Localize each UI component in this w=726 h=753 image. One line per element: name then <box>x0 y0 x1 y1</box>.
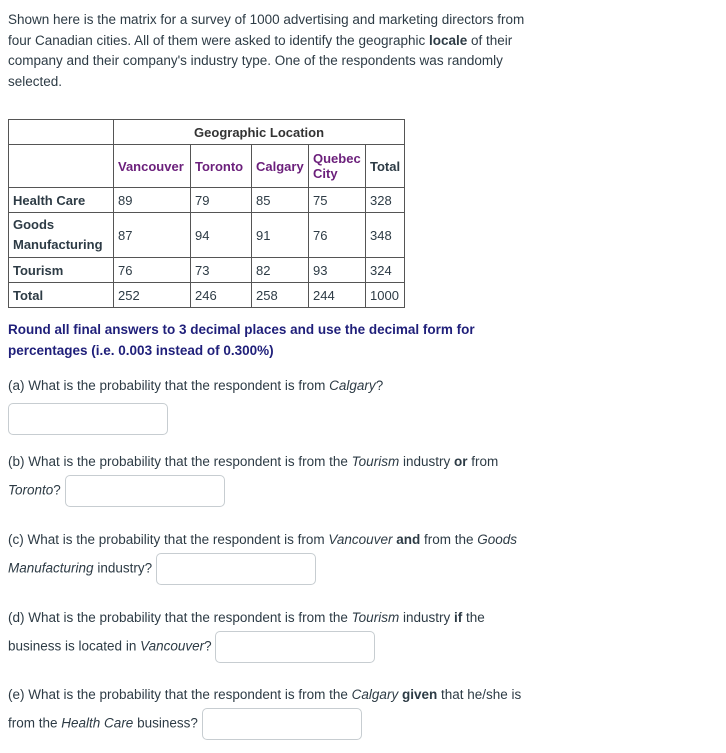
table-cell: 348 <box>366 213 405 258</box>
table-row <box>9 283 405 308</box>
table-cell: 246 <box>191 283 252 308</box>
table-cell: 75 <box>309 188 366 213</box>
question-italic: Calgary <box>351 687 399 702</box>
question-text: ? <box>375 378 384 393</box>
answer-a-input[interactable] <box>8 403 168 435</box>
question-c <box>8 526 528 585</box>
column-header: Total <box>366 145 405 188</box>
question-italic: Tourism <box>351 610 400 625</box>
question-text: (c) What is the probability that the respondent is from <box>8 532 329 547</box>
question-text: ? <box>53 482 61 498</box>
question-italic: Calgary <box>329 378 376 393</box>
intro-bold: locale <box>429 32 468 48</box>
row-label: Total <box>9 283 114 308</box>
question-b <box>8 448 528 507</box>
row-label: Health Care <box>9 188 114 213</box>
column-header: Quebec City <box>309 145 366 188</box>
question-text: (b) What is the probability that the respondent is from the <box>8 454 352 469</box>
question-bold: or <box>453 454 468 469</box>
intro-paragraph <box>8 10 538 92</box>
question-italic: Health Care <box>61 715 134 731</box>
question-text: business? <box>133 715 198 731</box>
column-header-row <box>9 145 405 188</box>
answer-c-input[interactable] <box>156 553 316 585</box>
table-cell: 89 <box>114 188 191 213</box>
table-cell: 79 <box>191 188 252 213</box>
question-bold: given <box>401 687 438 702</box>
table-cell: 73 <box>191 258 252 283</box>
question-d <box>8 604 508 663</box>
question-text: industry <box>399 610 454 625</box>
question-text: that he/she is from the <box>8 687 522 731</box>
question-italic: Vancouver <box>328 532 393 547</box>
question-text: industry? <box>93 560 153 576</box>
table-row <box>9 258 405 283</box>
corner-cell <box>9 145 114 188</box>
row-label: Goods Manufacturing <box>9 213 114 258</box>
intro-text: Shown here is the matrix for a survey of 1000 advertising and marketing directors from four Canadian cities. All of them were asked to identify the geographic <box>8 12 525 48</box>
answer-d-input[interactable] <box>215 631 375 663</box>
table-cell: 82 <box>252 258 309 283</box>
question-italic: Toronto <box>8 482 54 498</box>
question-italic: Goods Manufacturing <box>8 532 518 576</box>
rounding-instructions: Round all final answers to 3 decimal places and use the decimal form for percentages (i.e. 0.003 instead of 0.300%) <box>8 322 475 358</box>
table-cell: 328 <box>366 188 405 213</box>
column-header: Calgary <box>252 145 309 188</box>
table-row <box>9 188 405 213</box>
group-header: Geographic Location <box>114 120 405 145</box>
question-text: (a) What is the probability that the respondent is from <box>8 378 330 393</box>
answer-e-input[interactable] <box>202 708 362 740</box>
table-cell: 324 <box>366 258 405 283</box>
table-cell: 258 <box>252 283 309 308</box>
row-label: Tourism <box>9 258 114 283</box>
question-text: the business is located in <box>8 610 485 654</box>
table-cell: 87 <box>114 213 191 258</box>
corner-cell <box>9 120 114 145</box>
table-row <box>9 213 405 258</box>
table-cell: 244 <box>309 283 366 308</box>
question-text: (e) What is the probability that the respondent is from the <box>8 687 352 702</box>
question-text: ? <box>204 638 212 654</box>
table-cell: 85 <box>252 188 309 213</box>
question-a <box>8 372 508 435</box>
table-cell: 76 <box>114 258 191 283</box>
table-cell: 93 <box>309 258 366 283</box>
answer-b-input[interactable] <box>65 475 225 507</box>
column-header: Vancouver <box>114 145 191 188</box>
table-cell: 252 <box>114 283 191 308</box>
survey-matrix-table <box>8 119 405 308</box>
table-cell: 94 <box>191 213 252 258</box>
table-cell: 76 <box>309 213 366 258</box>
question-italic: Vancouver <box>140 638 205 654</box>
question-text: from <box>467 454 499 469</box>
intro-text: of their company and their company's industry type. One of the respondents was randomly selected. <box>8 32 513 89</box>
question-text: from the <box>420 532 478 547</box>
question-bold: and <box>396 532 421 547</box>
column-header: Toronto <box>191 145 252 188</box>
question-text: industry <box>399 454 454 469</box>
question-text: (d) What is the probability that the respondent is from the <box>8 610 352 625</box>
table-cell: 1000 <box>366 283 405 308</box>
table-header-row <box>9 120 405 145</box>
question-e <box>8 681 538 740</box>
table-cell: 91 <box>252 213 309 258</box>
question-bold: if <box>453 610 463 625</box>
question-italic: Tourism <box>351 454 400 469</box>
